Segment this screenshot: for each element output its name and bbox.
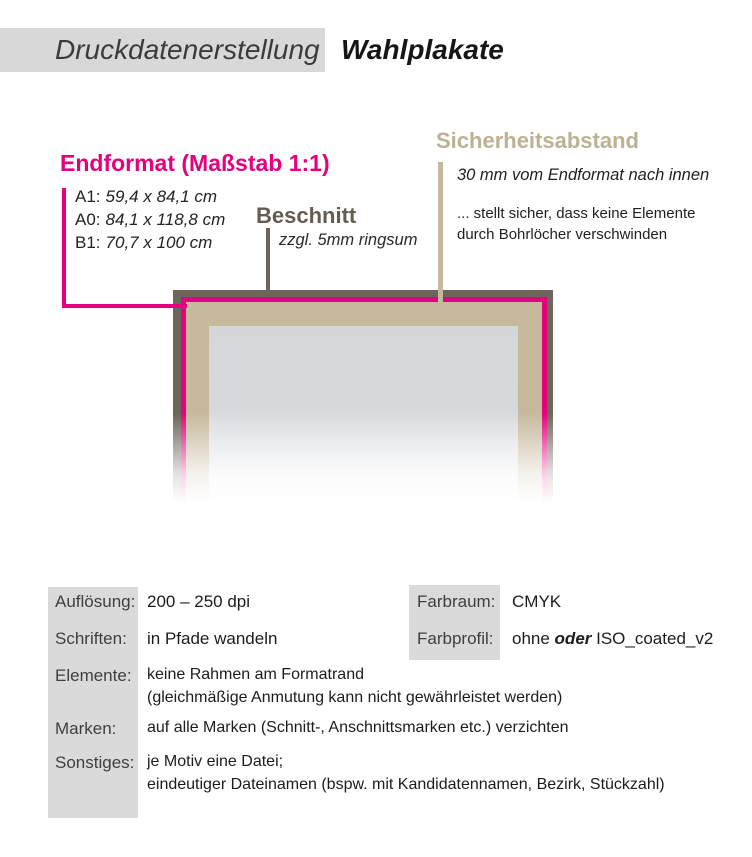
spec-value-farbraum: CMYK <box>512 592 562 611</box>
spec-label-farbraum: Farbraum: <box>417 592 496 611</box>
header-category: Druckdatenerstellung <box>55 34 320 65</box>
beschnitt-connector-line <box>266 228 270 290</box>
spec-label-sonstiges: Sonstiges: <box>55 753 135 772</box>
format-size: 84,1 x 118,8 cm <box>105 210 226 229</box>
format-label: A0: <box>75 210 101 229</box>
beschnitt-heading: Beschnitt <box>256 203 357 228</box>
sicherheitsabstand-connector-line <box>438 162 443 303</box>
spec-label-schriften: Schriften: <box>55 629 127 648</box>
endformat-connector-horizontal <box>62 304 187 308</box>
format-label: A1: <box>75 187 101 206</box>
sicherheitsabstand-description <box>457 203 695 245</box>
spec-label-elemente: Elemente: <box>55 666 132 685</box>
spec-label-farbprofil: Farbprofil: <box>417 629 494 648</box>
spec-value-aufloesung: 200 – 250 dpi <box>147 592 251 611</box>
format-size: 70,7 x 100 cm <box>105 233 213 252</box>
sicherheitsabstand-description-line2: durch Bohrlöcher verschwinden <box>457 226 668 243</box>
format-size: 59,4 x 84,1 cm <box>105 187 218 206</box>
format-row-a0 <box>75 208 225 231</box>
sicherheitsabstand-heading: Sicherheitsabstand <box>436 128 639 153</box>
spec-value-elemente-line2: (gleichmäßige Anmutung kann nicht gewährleistet werden) <box>147 689 563 706</box>
farbprofil-value-prefix: ohne <box>512 629 555 648</box>
sicherheitsabstand-note: 30 mm vom Endformat nach innen <box>457 166 710 184</box>
endformat-connector-vertical <box>62 188 66 308</box>
format-row-a1 <box>75 185 225 208</box>
spec-label-column-left-bg <box>48 587 138 818</box>
spec-label-aufloesung: Auflösung: <box>55 592 136 611</box>
endformat-heading: Endformat (Maßstab 1:1) <box>60 150 330 176</box>
spec-value-marken: auf alle Marken (Schnitt-, Anschnittsmarken etc.) verzichten <box>147 719 569 736</box>
poster-fade-overlay <box>158 413 570 515</box>
page-title: Wahlplakate <box>341 34 504 65</box>
spec-value-elemente-line1: keine Rahmen am Formatrand <box>147 666 364 683</box>
format-row-b1 <box>75 231 225 254</box>
format-list <box>75 185 225 254</box>
spec-value-sonstiges-line2: eindeutiger Dateinamen (bspw. mit Kandidatennamen, Bezirk, Stückzahl) <box>147 776 665 793</box>
format-label: B1: <box>75 233 101 252</box>
spec-value-sonstiges-line1: je Motiv eine Datei; <box>147 753 284 770</box>
farbprofil-value-suffix: ISO_coated_v2 <box>591 629 714 648</box>
beschnitt-note: zzgl. 5mm ringsum <box>279 231 418 249</box>
sicherheitsabstand-description-line1: ... stellt sicher, dass keine Elemente <box>457 205 696 222</box>
spec-label-marken: Marken: <box>55 719 117 738</box>
farbprofil-value-emphasis: oder <box>554 629 592 648</box>
spec-value-farbprofil <box>512 629 713 649</box>
spec-value-schriften: in Pfade wandeln <box>147 629 278 648</box>
